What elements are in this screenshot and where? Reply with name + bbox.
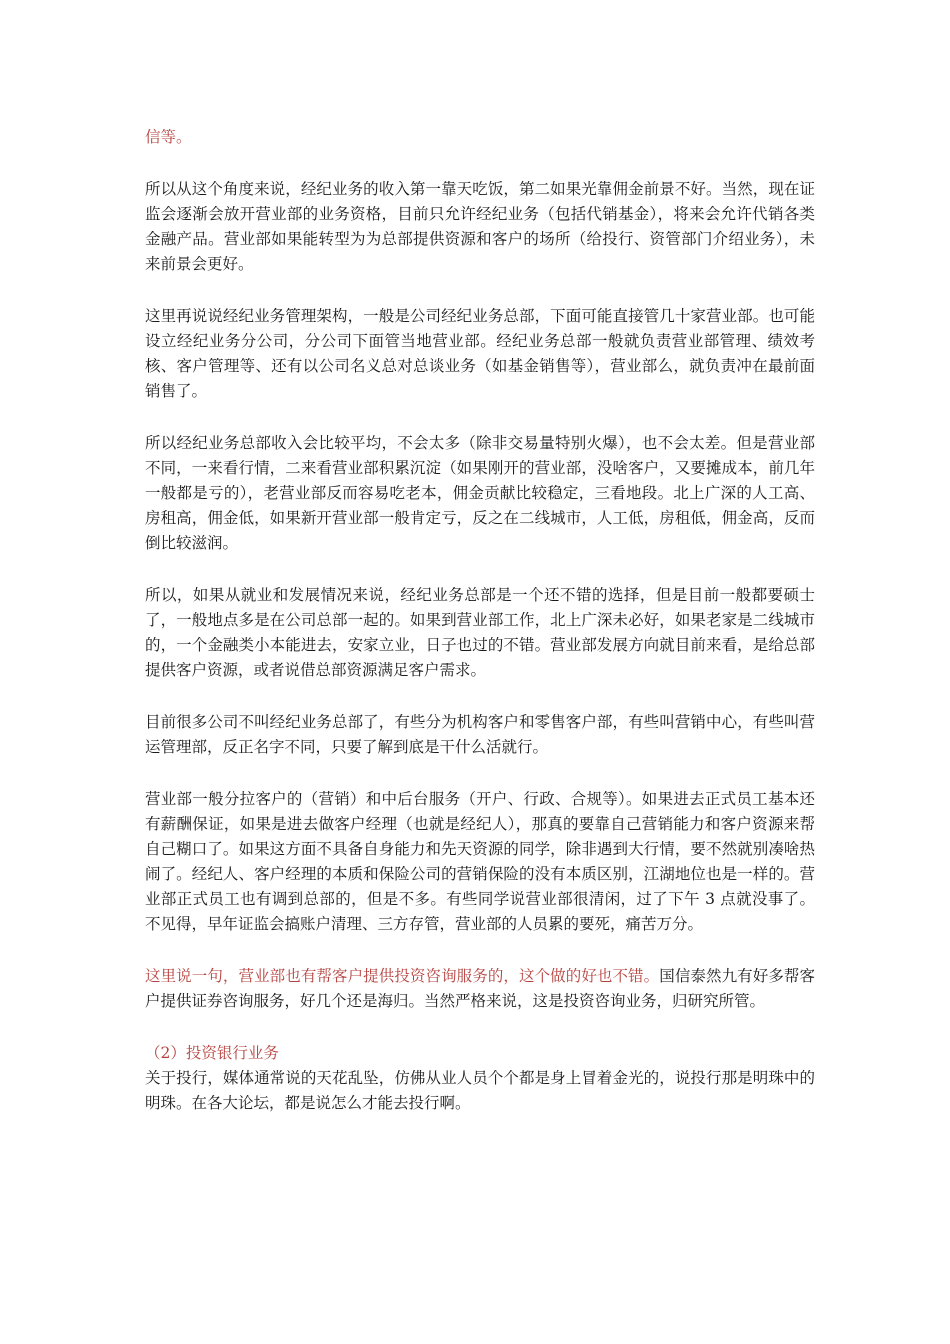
paragraph-brokerage-income: 所以从这个角度来说，经纪业务的收入第一靠天吃饭，第二如果光靠佣金前景不好。当然，现在证监会逐渐会放开营业部的业务资格，目前只允许经纪业务（包括代销基金），将来会允许代销各类金融产品。营业部如果能转型为为总部提供资源和客户的场所（给投行、资管部门介绍业务），未来前景会更好。	[145, 180, 815, 273]
paragraph-investment-advisory	[145, 964, 815, 1014]
paragraph-continuation: 信等。	[145, 128, 192, 146]
paragraph-brokerage-structure: 这里再说说经纪业务管理架构，一般是公司经纪业务总部，下面可能直接管几十家营业部。也可能设立经纪业务分公司，分公司下面管当地营业部。经纪业务总部一般就负责营业部管理、绩效考核、客户管理等、还有以公司名义总对总谈业务（如基金销售等），营业部么，就负责冲在最前面销售了。	[145, 307, 815, 400]
paragraph-branch-roles: 营业部一般分拉客户的（营销）和中后台服务（开户、行政、合规等）。如果进去正式员工基本还有薪酬保证，如果是进去做客户经理（也就是经纪人），那真的要靠自己营销能力和客户资源来帮自己糊口了。如果这方面不具备自身能力和先天资源的同学，除非遇到大行情，要不然就别凑啥热闹了。经纪人、客户经理的本质和保险公司的营销保险的没有本质区别，江湖地位也是一样的。营业部正式员工也有调到总部的，但是不多。有些同学说营业部很清闲，过了下午 3 点就没事了。不见得，早年证监会搞账户清理、三方存管，营业部的人员累的要死，痛苦万分。	[145, 790, 815, 933]
paragraph-investment-banking-intro: 关于投行，媒体通常说的天花乱坠，仿佛从业人员个个都是身上冒着金光的，说投行那是明珠中的明珠。在各大论坛，都是说怎么才能去投行啊。	[145, 1069, 815, 1112]
highlighted-sentence: 这里说一句，营业部也有帮客户提供投资咨询服务的，这个做的好也不错。	[145, 967, 660, 985]
paragraph-headquarters-income: 所以经纪业务总部收入会比较平均，不会太多（除非交易量特别火爆），也不会太差。但是营业部不同，一来看行情，二来看营业部积累沉淀（如果刚开的营业部，没啥客户，又要摊成本，前几年一般都是亏的），老营业部反而容易吃老本，佣金贡献比较稳定，三看地段。北上广深的人工高、房租高，佣金低，如果新开营业部一般肯定亏，反之在二线城市，人工低，房租低，佣金高，反而倒比较滋润。	[145, 434, 815, 552]
section-heading-investment-banking: （2）投资银行业务	[145, 1044, 279, 1062]
paragraph-career-advice: 所以，如果从就业和发展情况来说，经纪业务总部是一个还不错的选择，但是目前一般都要硕士了，一般地点多是在公司总部一起的。如果到营业部工作，北上广深未必好，如果老家是二线城市的，一个金融类小本能进去，安家立业，日子也过的不错。营业部发展方向就目前来看，是给总部提供客户资源，或者说借总部资源满足客户需求。	[145, 586, 815, 679]
paragraph-advisory-rest: 国信泰然九有好多帮客户提供证券咨询服务，好几个还是海归。当然严格来说，这是投资咨询业务，归研究所管。	[145, 967, 815, 1010]
paragraph-department-names: 目前很多公司不叫经纪业务总部了，有些分为机构客户和零售客户部，有些叫营销中心，有些叫营运管理部，反正名字不同，只要了解到底是干什么活就行。	[145, 713, 815, 756]
document-page	[145, 125, 815, 1143]
